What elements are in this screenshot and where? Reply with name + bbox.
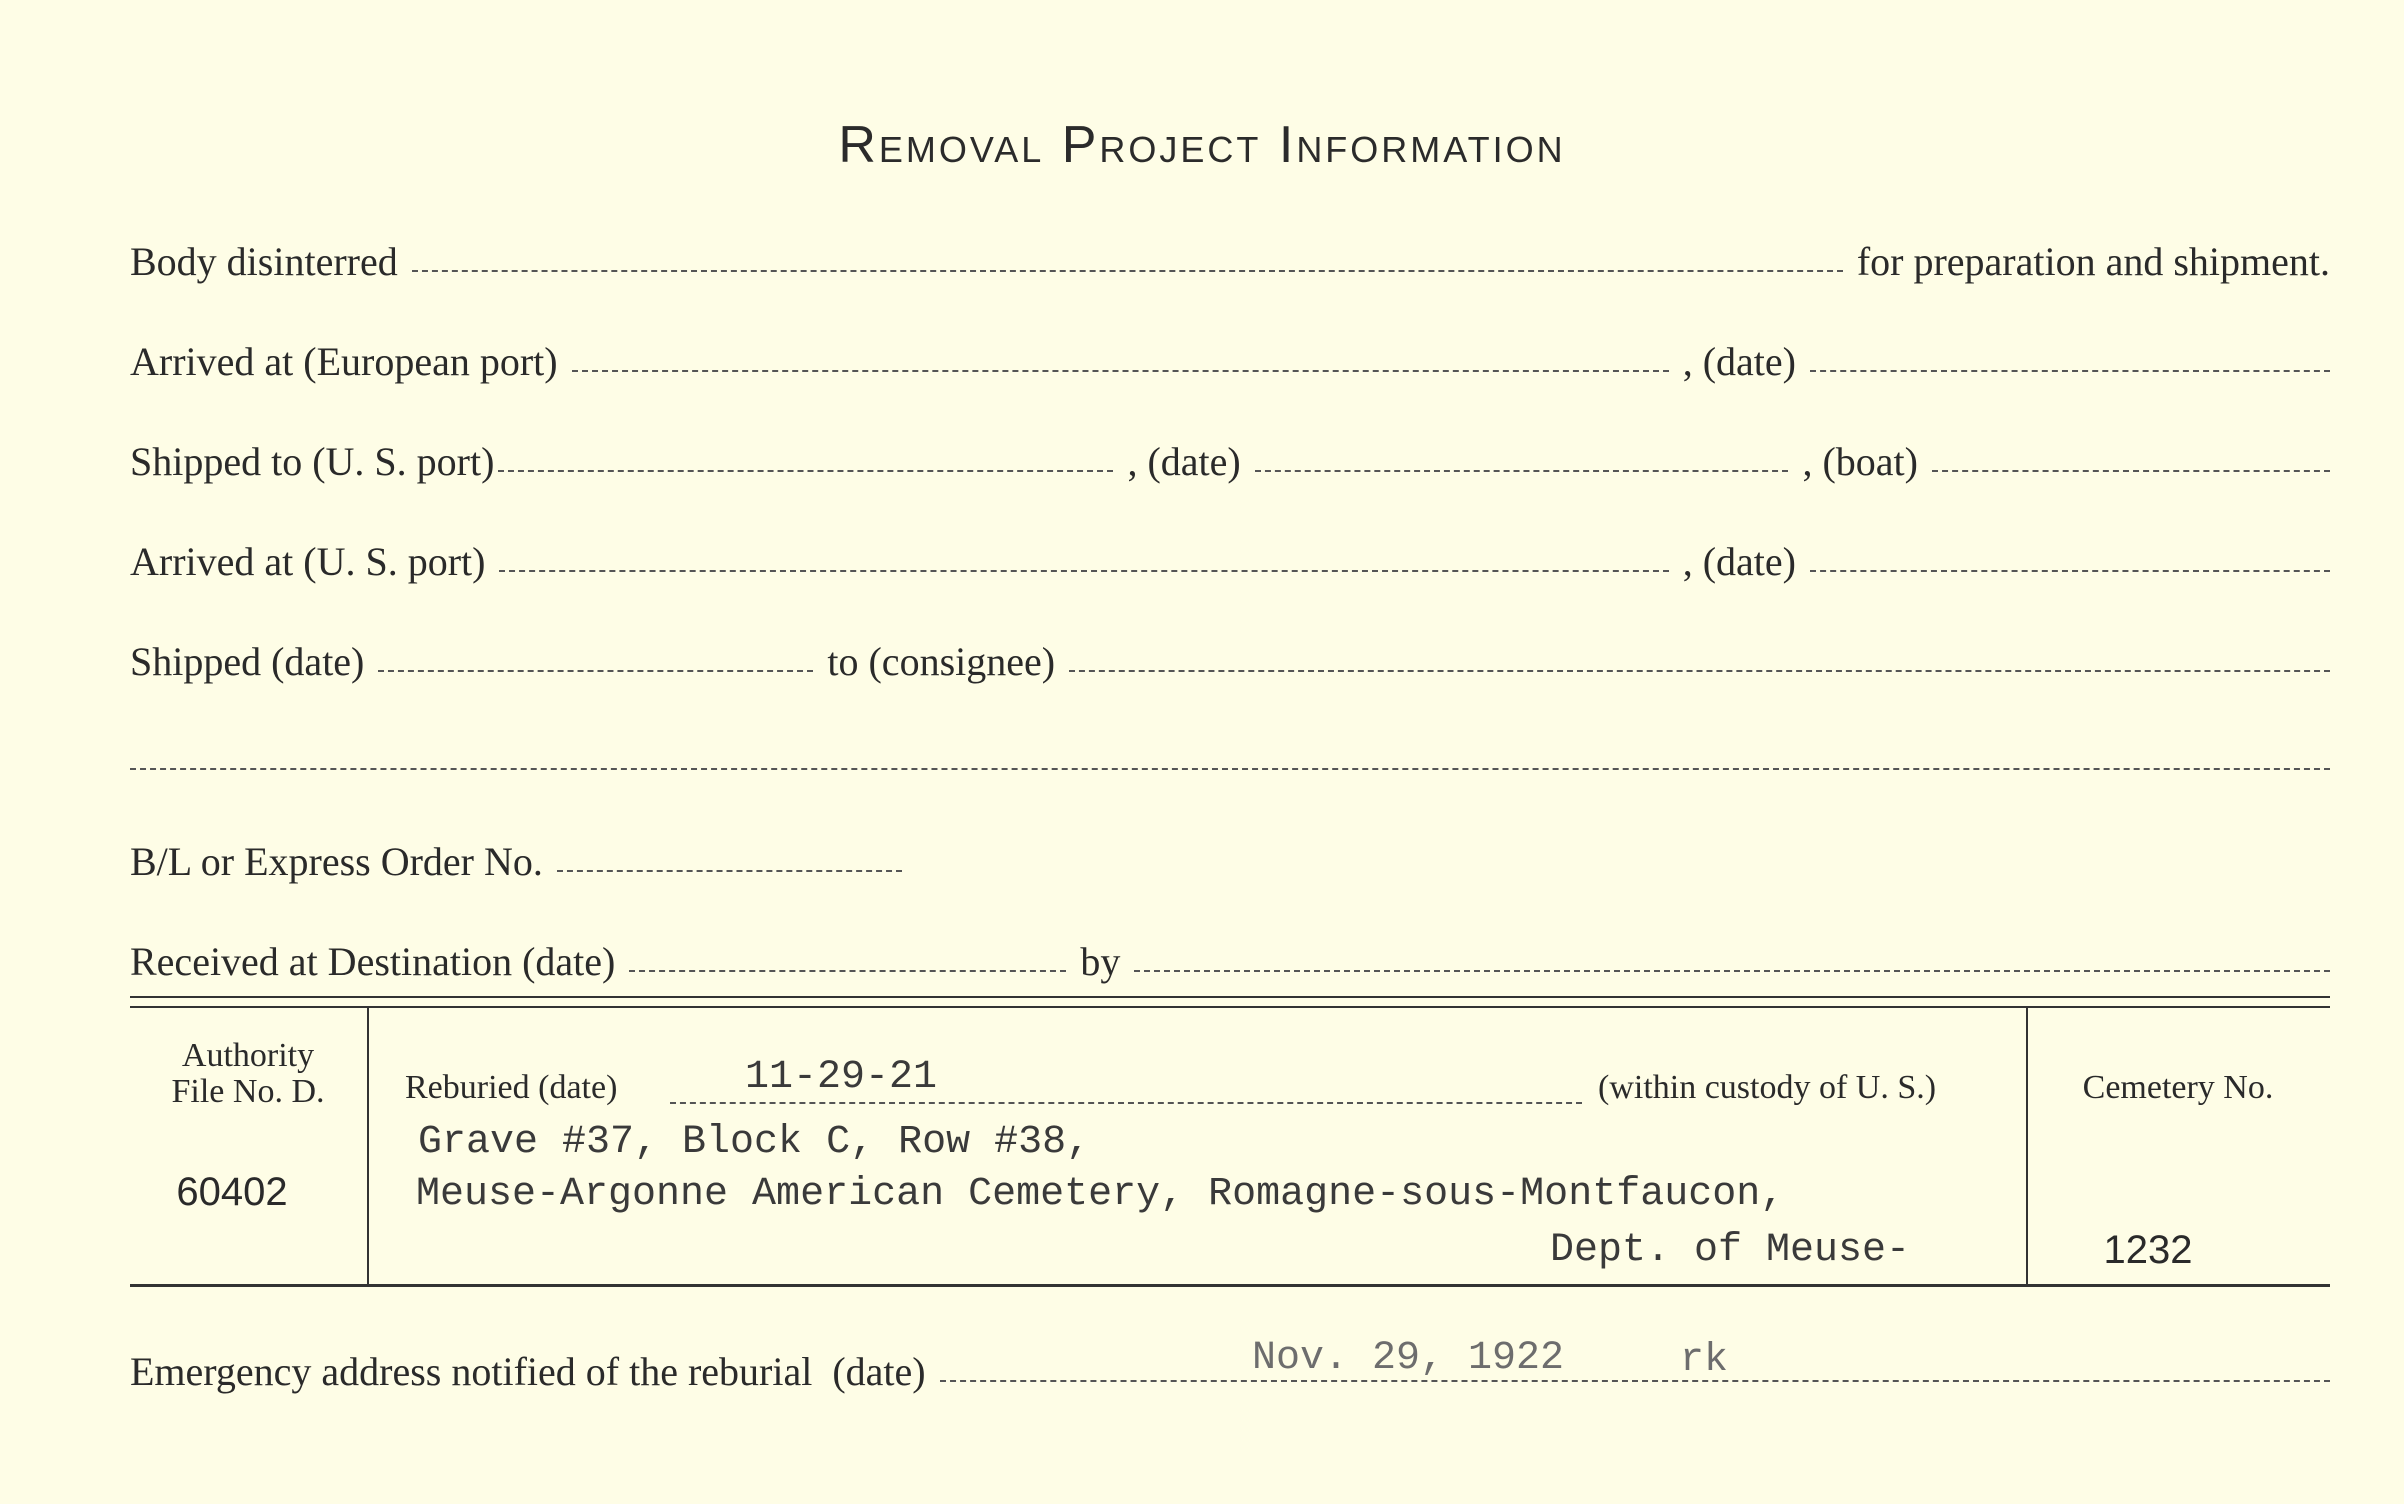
reburied-date-value: 11-29-21 xyxy=(745,1055,938,1100)
section-bottom-rule xyxy=(130,1284,2330,1287)
received-by-label: by xyxy=(1080,939,1121,984)
shipped-us-label: Shipped to (U. S. port) xyxy=(130,439,495,484)
body-disinterred-field[interactable] xyxy=(412,270,1843,272)
arrived-us-date-field[interactable] xyxy=(1810,570,2330,572)
authority-label xyxy=(132,1038,364,1109)
custody-label: (within custody of U. S.) xyxy=(1598,1069,1937,1106)
shipped-us-date-label: , (date) xyxy=(1127,439,1241,484)
arrived-us-row xyxy=(130,522,2330,582)
body-disinterred-row xyxy=(130,222,2330,282)
cemetery-label: Cemetery No. xyxy=(2082,1069,2274,1106)
authority-divider xyxy=(367,1006,369,1284)
consignee-field[interactable] xyxy=(1069,670,2330,672)
grave-location-line: Grave #37, Block C, Row #38, xyxy=(418,1120,1091,1165)
arrived-us-port-field[interactable] xyxy=(499,570,1668,572)
arrived-european-port-field[interactable] xyxy=(572,370,1669,372)
arrived-european-label: Arrived at (European port) xyxy=(130,339,558,384)
body-disinterred-label: Body disinterred xyxy=(130,239,398,284)
consignee-label: to (consignee) xyxy=(827,639,1056,684)
received-date-field[interactable] xyxy=(629,970,1066,972)
emergency-label: Emergency address notified of the reburial (date) xyxy=(130,1349,926,1394)
shipped-date-row xyxy=(130,622,2330,682)
department-line: Dept. of Meuse- xyxy=(1550,1228,1911,1273)
emergency-row xyxy=(130,1332,2330,1392)
received-by-field[interactable] xyxy=(1134,970,2330,972)
shipped-us-date-field[interactable] xyxy=(1255,470,1789,472)
arrived-european-date-label: , (date) xyxy=(1682,339,1796,384)
body-disinterred-suffix: for preparation and shipment. xyxy=(1856,239,2330,284)
section-double-rule xyxy=(130,996,2330,1008)
emergency-date-field[interactable] xyxy=(940,1380,2330,1382)
shipped-date-field[interactable] xyxy=(378,670,813,672)
clerk-initials: rk xyxy=(1680,1338,1729,1383)
authority-label-line1: Authority xyxy=(181,1037,315,1074)
received-row xyxy=(130,922,2330,982)
cemetery-number: 1232 xyxy=(2103,1228,2193,1272)
shipped-us-boat-label: , (boat) xyxy=(1802,439,1918,484)
arrived-us-date-label: , (date) xyxy=(1682,539,1796,584)
arrived-us-label: Arrived at (U. S. port) xyxy=(130,539,486,584)
card-title: Removal Project Information xyxy=(838,116,1566,174)
emergency-date-value: Nov. 29, 1922 xyxy=(1252,1336,1565,1381)
bl-order-label: B/L or Express Order No. xyxy=(130,839,543,884)
cemetery-name-line: Meuse-Argonne American Cemetery, Romagne-sous-Montfaucon, xyxy=(416,1172,1785,1217)
shipped-us-row xyxy=(130,422,2330,482)
arrived-european-date-field[interactable] xyxy=(1810,370,2330,372)
received-label: Received at Destination (date) xyxy=(130,939,616,984)
reburied-date-field[interactable] xyxy=(670,1102,1582,1104)
bl-order-row xyxy=(130,822,2330,882)
reburied-label: Reburied (date) xyxy=(405,1069,618,1106)
authority-label-line2: File No. D. xyxy=(171,1072,325,1110)
consignee-continuation-field[interactable] xyxy=(130,768,2330,770)
shipped-date-label: Shipped (date) xyxy=(130,639,365,684)
shipped-us-boat-field[interactable] xyxy=(1932,470,2330,472)
shipped-us-port-field[interactable] xyxy=(498,470,1113,472)
arrived-european-row xyxy=(130,322,2330,382)
bl-order-field[interactable] xyxy=(557,870,902,872)
authority-file-number: 60402 xyxy=(176,1170,288,1214)
